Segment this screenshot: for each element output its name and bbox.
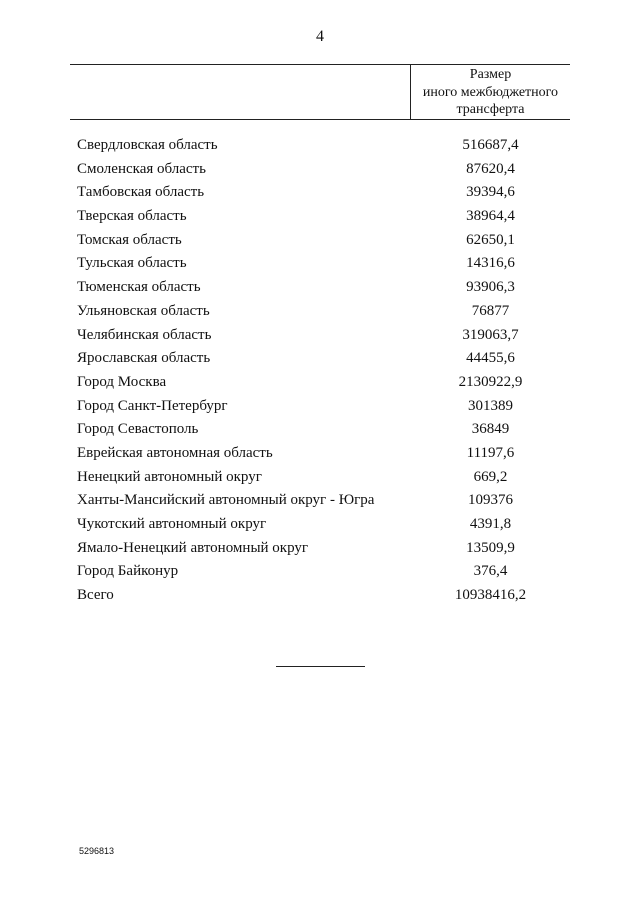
document-code: 5296813 — [79, 846, 115, 856]
transfer-value: 44455,6 — [466, 350, 515, 367]
transfer-value: 516687,4 — [462, 137, 519, 153]
transfer-value: 14316,6 — [466, 255, 515, 272]
page-number: 4 — [316, 28, 324, 45]
table-row — [0, 466, 640, 490]
region-name: Томская область — [77, 231, 182, 248]
region-name: Город Севастополь — [77, 421, 199, 438]
transfer-value: 109376 — [468, 492, 513, 509]
region-name: Тюменская область — [77, 279, 201, 296]
region-name: Челябинская область — [77, 326, 212, 343]
header-line: трансферта — [456, 102, 525, 117]
transfer-value: 2130922,9 — [458, 373, 523, 390]
region-table-body — [0, 134, 640, 608]
transfer-value: 38964,4 — [466, 208, 515, 225]
table-row — [0, 205, 640, 229]
table-row — [0, 347, 640, 371]
region-name: Смоленская область — [77, 160, 206, 177]
transfer-value: 36849 — [471, 421, 510, 438]
region-name: Ярославская область — [77, 350, 211, 367]
table-row — [0, 395, 640, 419]
transfer-value: 376,4 — [473, 563, 508, 580]
region-name: Ямало-Ненецкий автономный округ — [77, 539, 309, 556]
region-name: Еврейская автономная область — [77, 444, 273, 461]
table-row — [0, 584, 640, 608]
region-name: Город Москва — [77, 373, 167, 390]
transfer-value: 11197,6 — [466, 444, 515, 461]
transfer-value: 39394,6 — [466, 184, 515, 201]
region-name: Город Байконур — [77, 563, 179, 580]
table-row — [0, 442, 640, 466]
table-row — [0, 418, 640, 442]
transfer-value: 10938416,2 — [454, 587, 527, 604]
region-name: Ненецкий автономный округ — [77, 468, 262, 485]
table-row — [0, 158, 640, 182]
table-row — [0, 537, 640, 561]
table-row — [0, 252, 640, 276]
header-line: иного межбюджетного — [422, 84, 559, 100]
transfer-value: 62650,1 — [466, 231, 515, 248]
region-name: Тульская область — [77, 255, 187, 272]
table-row — [0, 181, 640, 205]
table-row — [0, 489, 640, 513]
region-name: Чукотский автономный округ — [77, 516, 267, 532]
table-row — [0, 276, 640, 300]
transfer-value: 4391,8 — [469, 516, 512, 532]
table-row — [0, 371, 640, 395]
transfer-value: 76877 — [471, 302, 510, 319]
transfer-value: 93906,3 — [466, 279, 515, 296]
transfer-value: 669,2 — [473, 468, 508, 485]
region-name: Всего — [77, 587, 114, 604]
region-name: Город Санкт-Петербург — [77, 397, 228, 414]
transfer-amount-header — [411, 66, 570, 119]
table-header — [70, 64, 570, 120]
transfer-value: 301389 — [468, 397, 513, 414]
table-row — [0, 560, 640, 584]
table-row — [0, 229, 640, 253]
table-row — [0, 134, 640, 158]
end-rule — [276, 666, 365, 667]
transfer-value: 87620,4 — [466, 160, 515, 177]
region-name: Свердловская область — [77, 137, 218, 153]
region-name: Тамбовская область — [77, 184, 205, 201]
region-name: Тверская область — [77, 208, 187, 225]
region-name: Ханты-Мансийский автономный округ - Югра — [77, 492, 375, 509]
header-line: Размер — [469, 67, 512, 82]
transfer-value: 319063,7 — [462, 326, 519, 343]
transfer-value: 13509,9 — [466, 539, 515, 556]
table-row — [0, 300, 640, 324]
region-name: Ульяновская область — [77, 302, 210, 319]
table-row — [0, 513, 640, 537]
table-row — [0, 324, 640, 348]
